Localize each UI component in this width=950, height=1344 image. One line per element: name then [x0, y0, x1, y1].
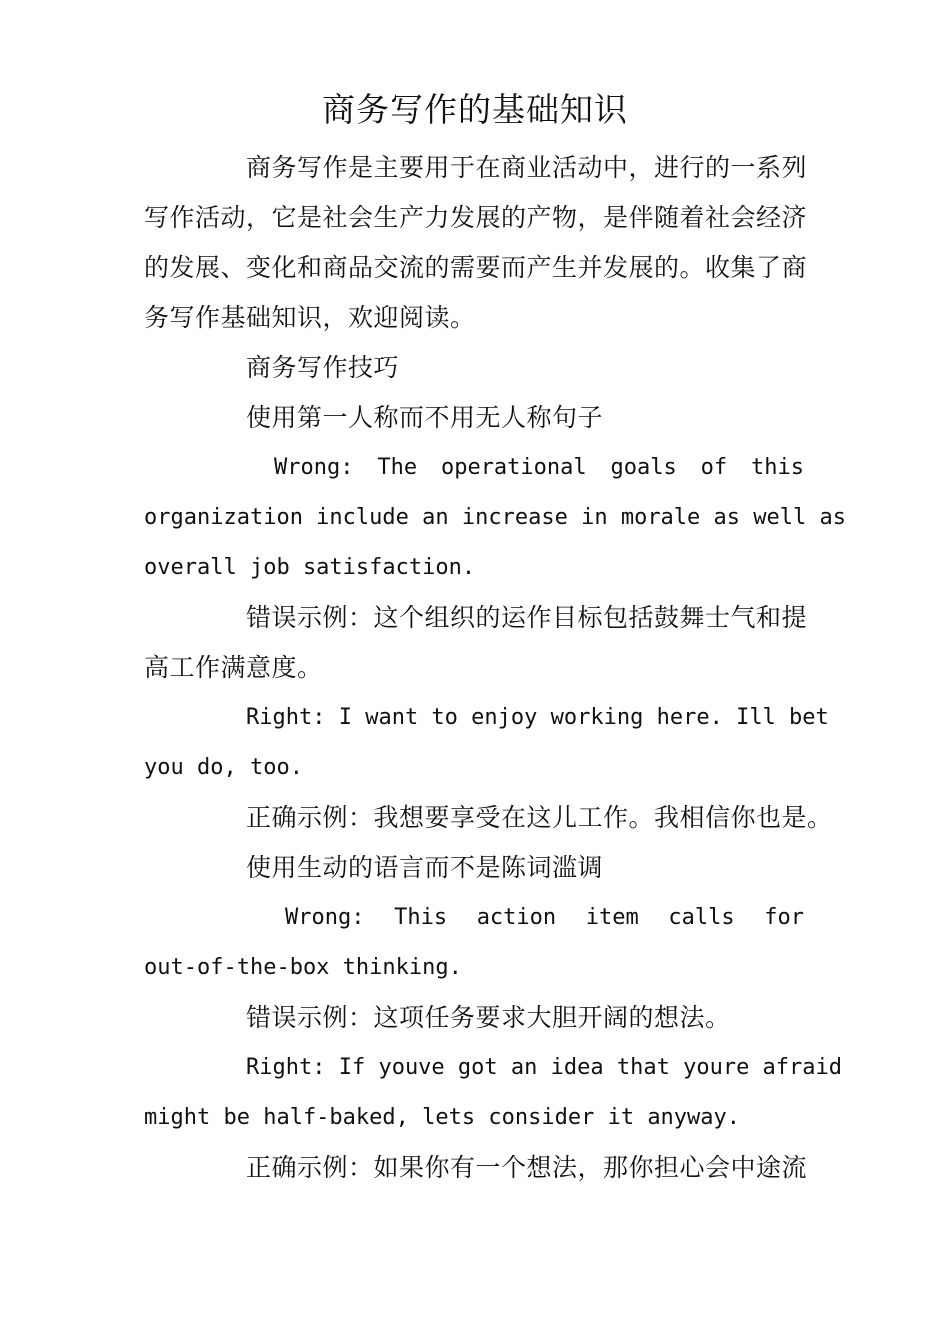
tip1-heading: 使用第一人称而不用无人称句子 — [246, 403, 604, 432]
word: goals — [610, 455, 677, 480]
intro-line-1: 商务写作是主要用于在商业活动中，进行的一系列 — [246, 153, 808, 182]
word: for — [764, 905, 804, 930]
page-title: 商务写作的基础知识 — [322, 90, 628, 129]
word: calls — [668, 905, 735, 930]
tip2-wrong-line-2: out-of-the-box thinking. — [144, 955, 462, 980]
tip1-wrong-line-1 — [274, 451, 804, 485]
tip1-right-cn: 正确示例：我想要享受在这儿工作。我相信你也是。 — [246, 803, 833, 832]
tip1-right-line-2: you do, too. — [144, 755, 303, 780]
word: operational — [440, 455, 587, 480]
word: This — [394, 905, 448, 930]
tip1-wrong-line-3: overall job satisfaction. — [144, 555, 476, 580]
tip1-wrong-cn-line-2: 高工作满意度。 — [144, 653, 323, 682]
intro-line-3: 的发展、变化和商品交流的需要而产生并发展的。收集了商 — [144, 253, 808, 282]
intro-line-4: 务写作基础知识，欢迎阅读。 — [144, 303, 476, 332]
word: The — [377, 455, 418, 480]
tip1-wrong-line-2: organization include an increase in morale as well as — [144, 505, 846, 530]
tip2-right-line-2: might be half-baked, lets consider it anyway. — [144, 1105, 741, 1130]
word: action — [476, 905, 557, 930]
word: Wrong: — [274, 455, 354, 480]
word: this — [750, 455, 804, 480]
section-heading-tips: 商务写作技巧 — [246, 353, 400, 382]
tip2-right-cn: 正确示例：如果你有一个想法，那你担心会中途流 — [246, 1153, 808, 1182]
word: of — [700, 455, 728, 480]
tip2-wrong-cn: 错误示例：这项任务要求大胆开阔的想法。 — [246, 1003, 731, 1032]
word: Wrong: — [285, 905, 365, 930]
tip1-wrong-cn-line-1: 错误示例：这个组织的运作目标包括鼓舞士气和提 — [246, 603, 808, 632]
tip2-heading: 使用生动的语言而不是陈词滥调 — [246, 853, 604, 882]
tip2-right-line-1: Right: If youve got an idea that youre afraid — [246, 1055, 843, 1080]
intro-line-2: 写作活动，它是社会生产力发展的产物，是伴随着社会经济 — [144, 203, 808, 232]
word: item — [585, 905, 639, 930]
tip2-wrong-line-1 — [285, 901, 804, 935]
tip1-right-line-1: Right: I want to enjoy working here. Ill bet — [246, 705, 829, 730]
